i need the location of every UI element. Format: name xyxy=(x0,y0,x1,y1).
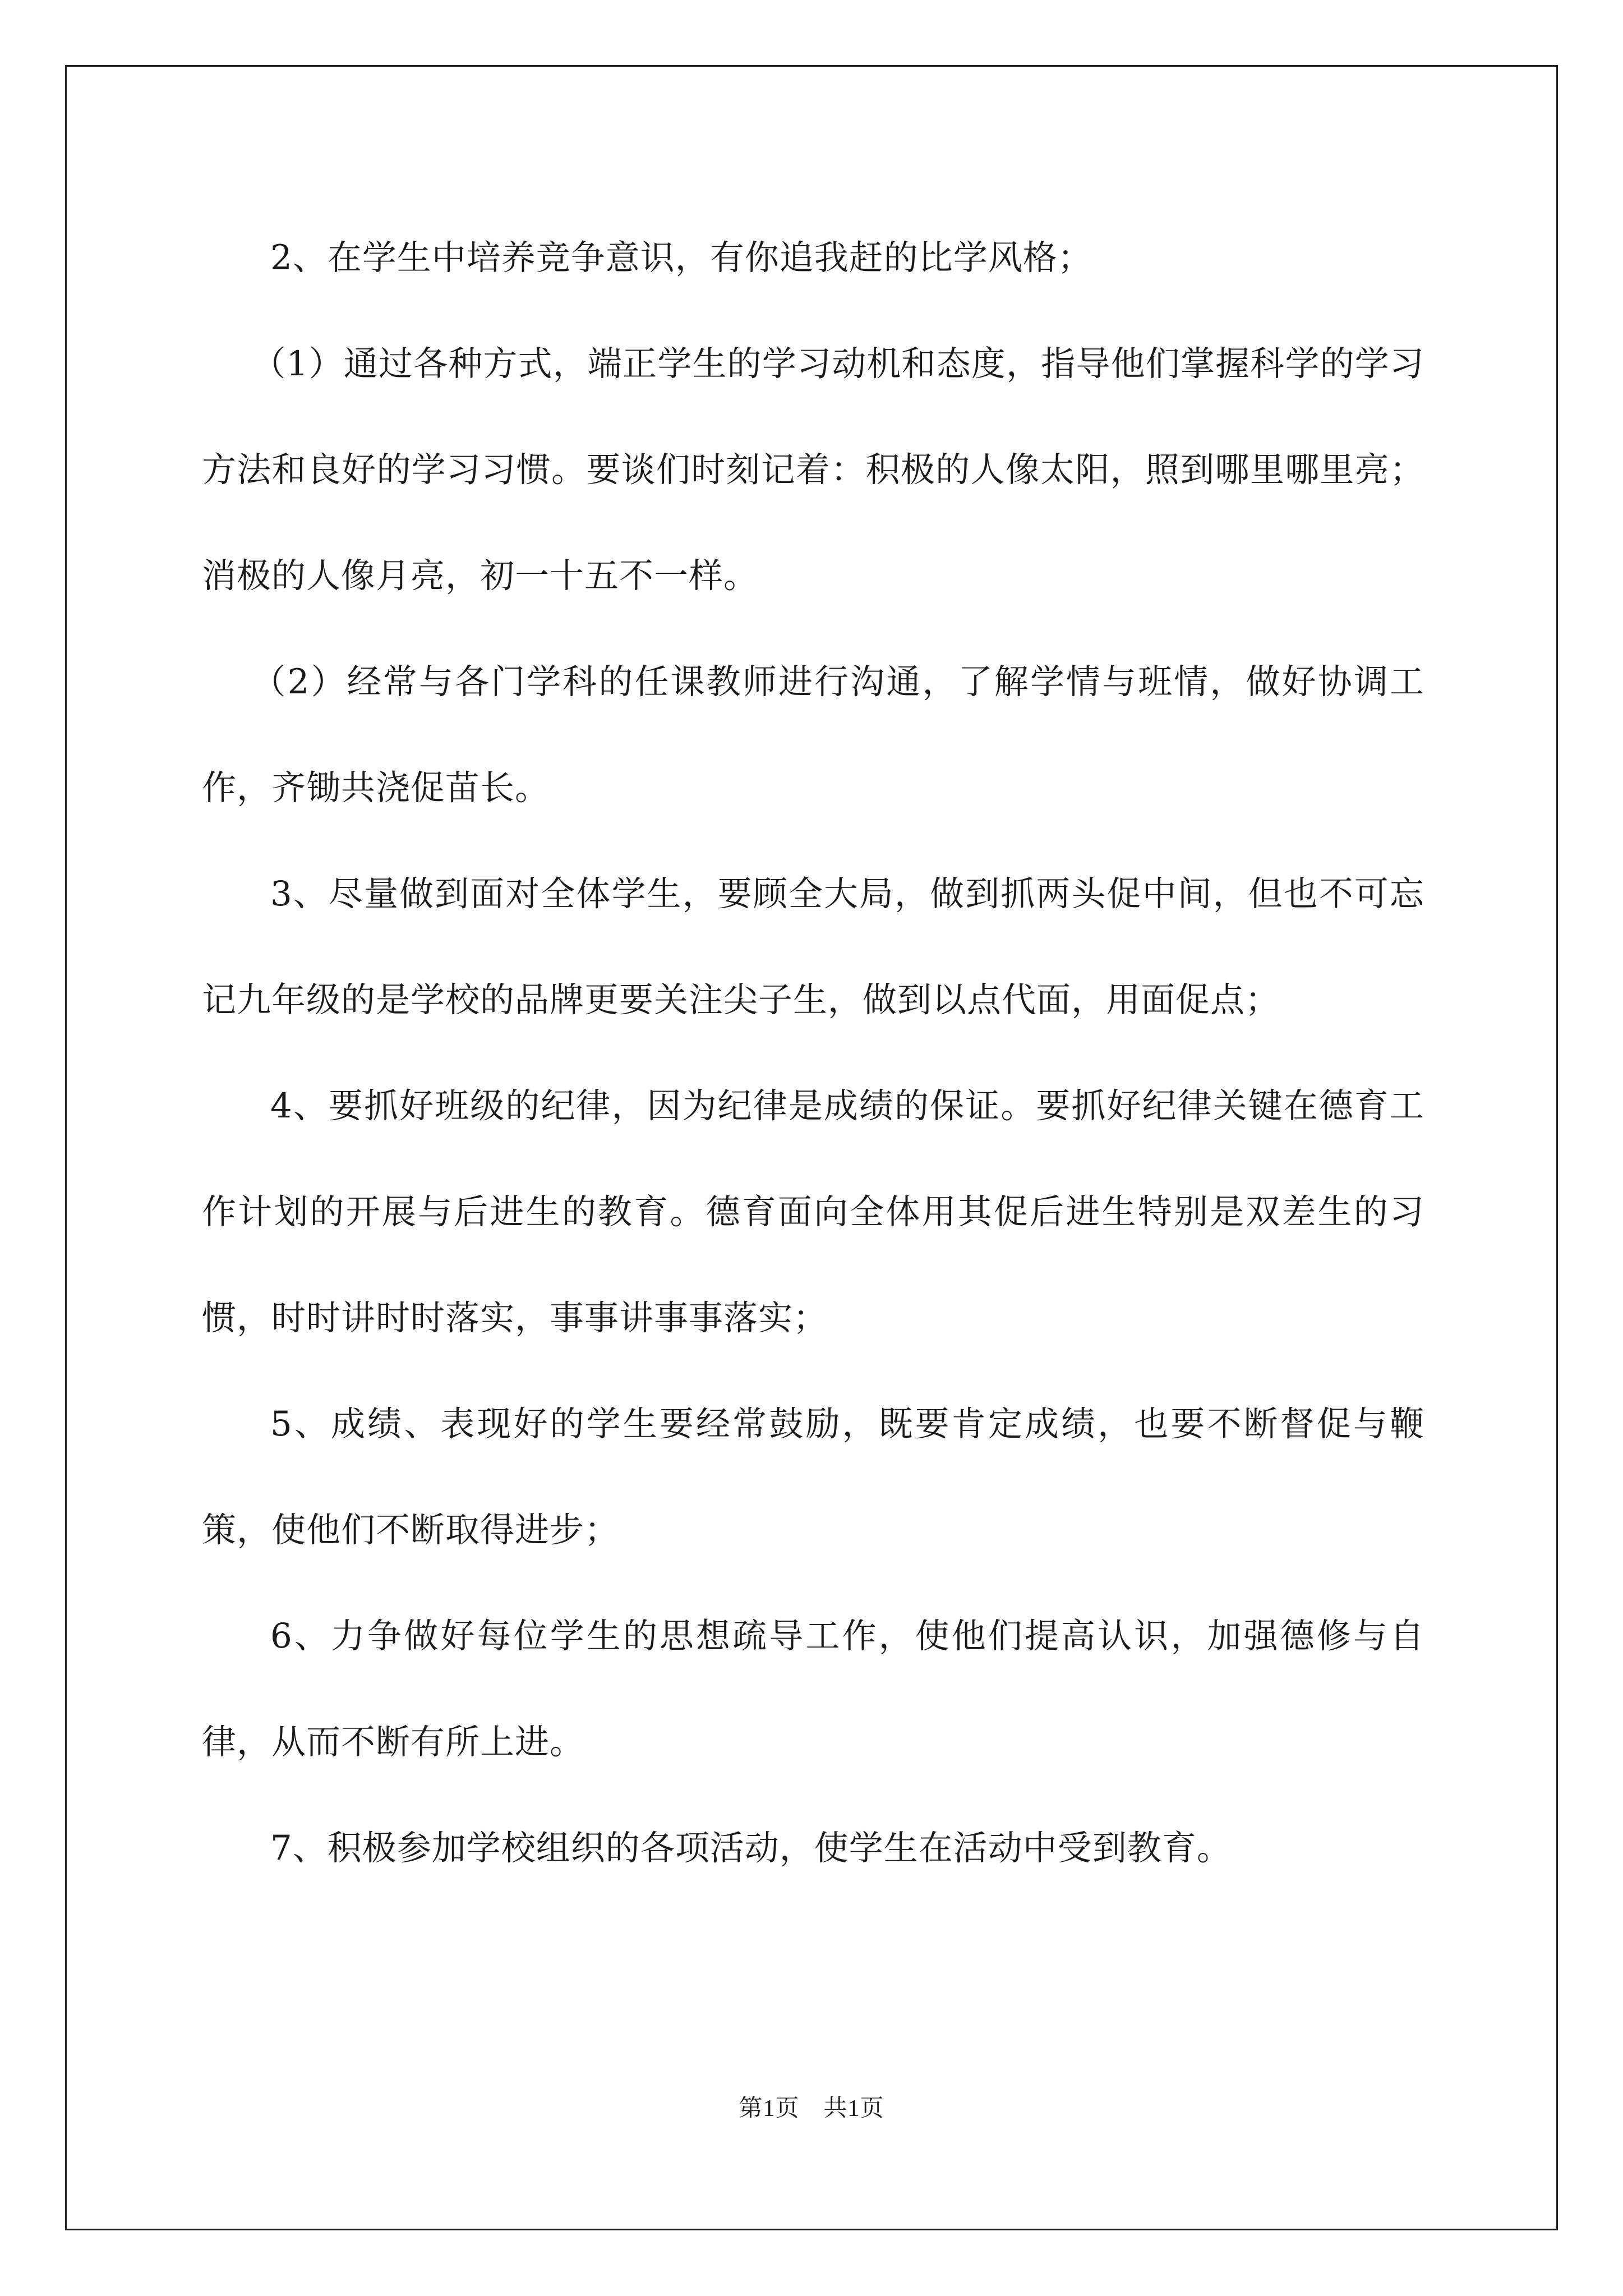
paragraph-7: 7、积极参加学校组织的各项活动，使学生在活动中受到教育。 xyxy=(270,1828,1232,1868)
page-number-footer: 第1页 共1页 xyxy=(739,2096,884,2122)
paragraph-3: 3、尽量做到面对全体学生，要顾全大局，做到抓两头促中间，但也不可忘记九年级的是学校的品牌更要关注尖子生，做到以点代面，用面促点； xyxy=(202,874,1424,1020)
paragraph-6: 6、力争做好每位学生的思想疏导工作，使他们提高认识，加强德修与自律，从而不断有所上进。 xyxy=(202,1616,1424,1762)
paragraph-2-1: （1）通过各种方式，端正学生的学习动机和态度，指导他们掌握科学的学习方法和良好的学习习惯。要谈们时刻记着：积极的人像太阳，照到哪里哪里亮；消极的人像月亮，初一十五不一样。 xyxy=(202,344,1424,596)
paragraph-2-2: （2）经常与各门学科的任课教师进行沟通，了解学情与班情，做好协调工作，齐锄共浇促苗长。 xyxy=(202,662,1424,808)
paragraph-2: 2、在学生中培养竞争意识，有你追我赶的比学风格； xyxy=(270,238,1092,278)
document-body xyxy=(202,205,1424,1901)
paragraph-4: 4、要抓好班级的纪律，因为纪律是成绩的保证。要抓好纪律关键在德育工作计划的开展与后进生的教育。德育面向全体用其促后进生特别是双差生的习惯，时时讲时时落实，事事讲事事落实； xyxy=(202,1086,1424,1338)
paragraph-5: 5、成绩、表现好的学生要经常鼓励，既要肯定成绩，也要不断督促与鞭策，使他们不断取得进步； xyxy=(202,1404,1424,1550)
